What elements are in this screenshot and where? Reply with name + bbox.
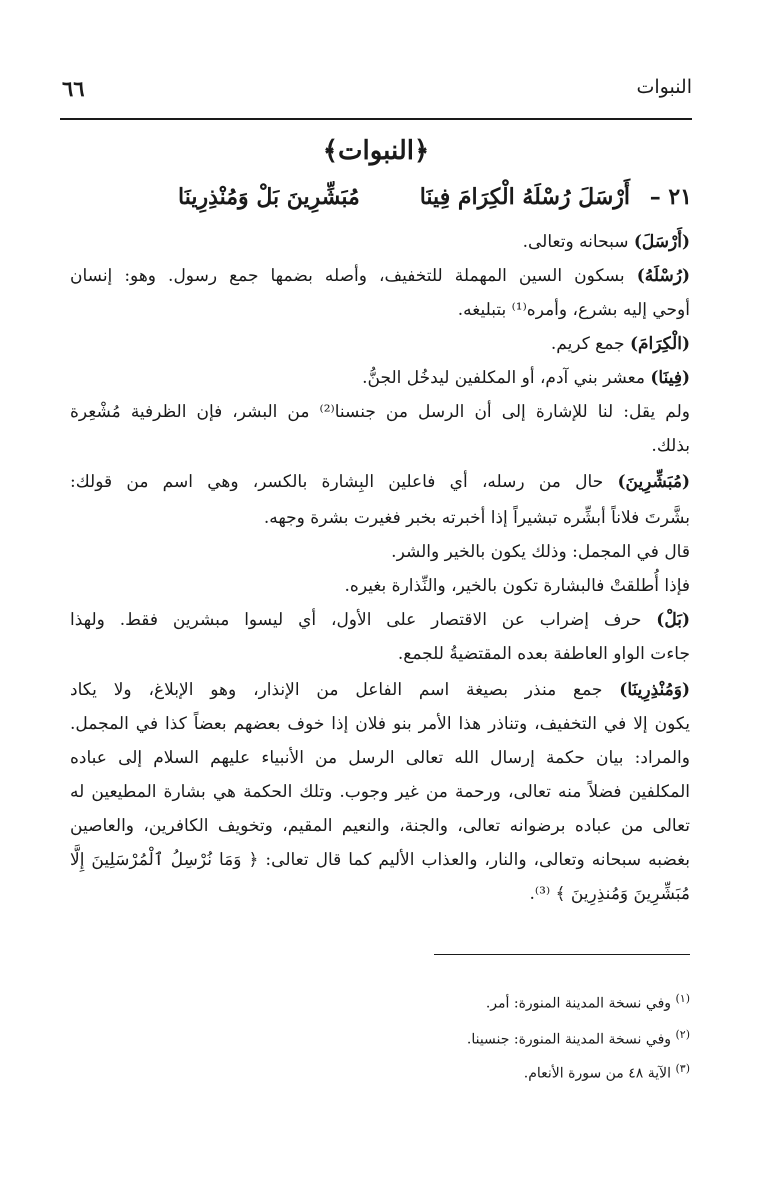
footnote-mark: (٢): [675, 1028, 690, 1041]
line-text: بذلك.: [651, 436, 690, 456]
verse-first-hemistich: أَرْسَلَ رُسْلَهُ الْكِرَامَ فِينَا: [419, 184, 630, 210]
text-line: [70, 330, 690, 360]
line-text: والمراد: بيان حكمة إرسال الله تعالى الرسل من الأنبياء عليهم السلام إلى عباده: [70, 748, 690, 768]
line-text: جمع منذر بصيغة اسم الفاعل من الإنذار، وهو الإبلاغ، ولا يكاد: [70, 680, 620, 700]
line-text: بغضبه سبحانه وتعالى، والنار، والعذاب الأليم كما قال تعالى: ﴿ وَمَا نُرْسِلُ ٱلْمُرْسَلِينَ إِلَّا: [70, 850, 690, 870]
footnote-mark: (١): [675, 992, 690, 1005]
line-text: مُبَشِّرِينَ وَمُنذِرِينَ ﴾ ⁽³⁾.: [529, 884, 690, 904]
line-text: يكون إلا في التخفيف، وتناذر هذا الأمر بنو فلان إذا خوف بعضهم بعضاً كذا في المجمل.: [70, 714, 690, 734]
line-text: فإذا أُطلقتْ فالبشارة تكون بالخير، والنِّذارة بغيره.: [344, 576, 690, 596]
line-text: قال في المجمل: وذلك يكون بالخير والشر.: [391, 542, 690, 562]
line-text: بشَّرتَ فلاناً أبشِّره تبشيراً إذا أخبرته بخبر فغيرت بشرة وجهه.: [263, 508, 690, 528]
footnote-text: وفي نسخة المدينة المنورة: أمر.: [485, 995, 672, 1012]
line-text: جاءت الواو العاطفة بعده المقتضيةُ للجمع.: [397, 644, 690, 664]
text-line: [70, 364, 690, 394]
text-line: [70, 572, 690, 602]
footnote: [270, 1058, 690, 1085]
defined-term: (مُبَشِّرِينَ): [617, 472, 690, 492]
defined-term: (رُسْلَهُ): [636, 266, 690, 286]
defined-term: (الْكِرَامَ): [629, 334, 690, 354]
footnote-mark: (٣): [675, 1062, 690, 1075]
defined-term: (فِينَا): [650, 368, 690, 388]
text-line: [70, 606, 690, 636]
running-title: النبوات: [636, 76, 692, 98]
text-line: [70, 812, 690, 842]
line-text: جمع كريم.: [550, 334, 630, 354]
defined-term: (بَلْ): [656, 610, 690, 630]
text-line: [70, 676, 690, 706]
text-line: [70, 398, 690, 428]
text-line: [70, 432, 690, 462]
line-text: بسكون السين المهملة للتخفيف، وأصله بضمها جمع رسول. وهو: إنسان: [70, 266, 637, 286]
text-line: [70, 228, 690, 258]
defined-term: (وَمُنْذِرِينَا): [619, 680, 690, 700]
line-text: حرف إضراب عن الاقتصار على الأول، أي ليسوا مبشرين فقط. ولهذا: [70, 610, 657, 630]
line-text: سبحانه وتعالى.: [522, 232, 634, 252]
text-line: [70, 538, 690, 568]
line-text: ولم يقل: لنا للإشارة إلى أن الرسل من جنسنا⁽²⁾ من البشر، فإن الظرفية مُشْعِرة: [70, 402, 690, 422]
page-number: ٦٦: [62, 76, 85, 101]
text-line: [70, 262, 690, 292]
footnote-divider: [434, 954, 690, 955]
chapter-title: ﴿النبوات﴾: [322, 136, 430, 166]
line-text: معشر بني آدم، أو المكلفين ليدخُل الجنُّ.: [362, 368, 651, 388]
line-text: حال من رسله، أي فاعلين البِشارة بالكسر، وهي اسم من قولك:: [70, 472, 618, 492]
verse-line: [60, 184, 692, 220]
text-line: [70, 710, 690, 740]
page-header: [60, 76, 692, 108]
text-line: [70, 640, 690, 670]
text-line: [70, 504, 690, 534]
verse-second-hemistich: مُبَشِّرِينَ بَلْ وَمُنْذِرِينَا: [178, 184, 360, 210]
defined-term: (أَرْسَلَ): [633, 232, 690, 252]
text-line: [70, 778, 690, 808]
text-line: [70, 846, 690, 876]
line-text: أوحي إليه بشرع، وأمره⁽¹⁾ بتبليغه.: [457, 300, 690, 320]
text-line: [70, 468, 690, 498]
header-divider: [60, 118, 692, 120]
footnote-text: وفي نسخة المدينة المنورة: جنسينا.: [466, 1031, 672, 1048]
line-text: تعالى من عباده برضوانه تعالى، والجنة، والنعيم المقيم، وتخويف الكافرين، والعاصين: [70, 816, 690, 836]
footnote: [270, 988, 690, 1015]
text-line: [70, 296, 690, 326]
text-line: [70, 880, 690, 910]
footnote: [270, 1024, 690, 1051]
verse-number: ٢١ –: [649, 184, 692, 210]
footnote-text: الآية ٤٨ من سورة الأنعام.: [523, 1065, 672, 1082]
line-text: المكلفين فضلاً منه تعالى، ورحمة من غير وجوب. وتلك الحكمة هي بشارة المطيعين له: [70, 782, 690, 802]
text-line: [70, 744, 690, 774]
